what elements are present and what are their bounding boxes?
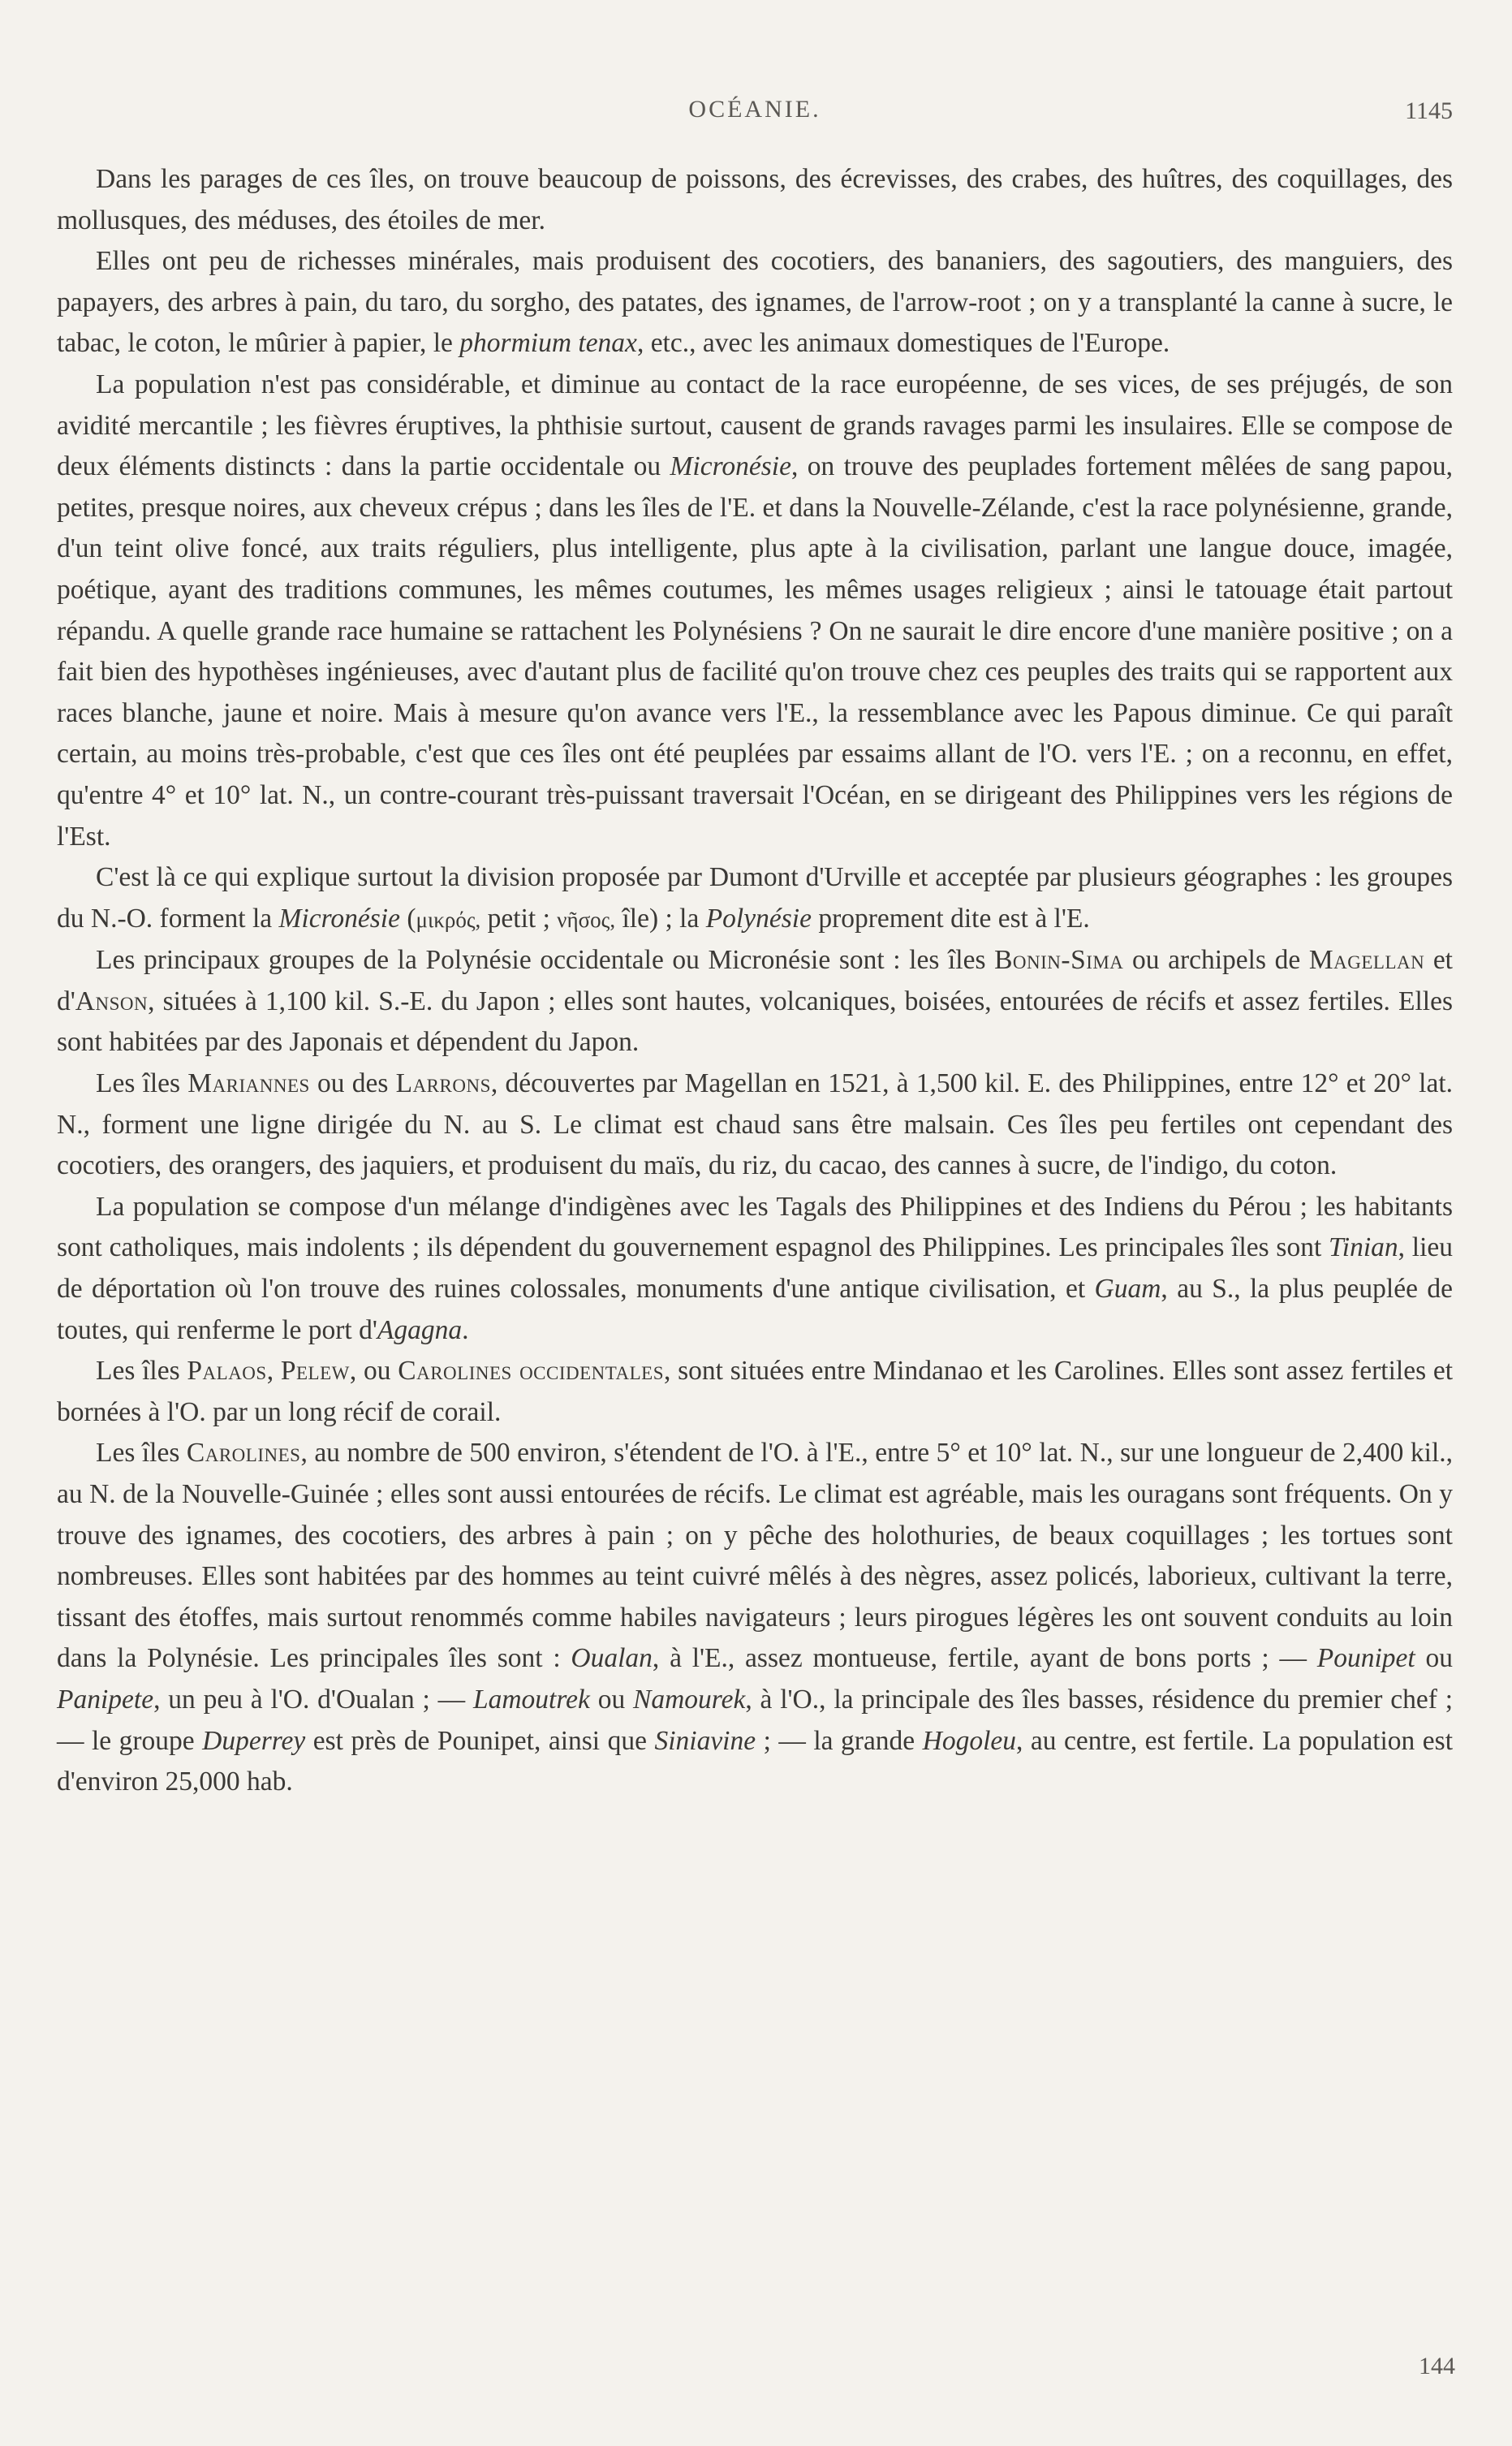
- paragraph-bonin-sima: Les principaux groupes de la Polynésie occidentale ou Micronésie sont : les îles Bonin-Sima ou archipels de Magellan et d'Anson, situées à 1,100 kil. S.-E. du Japon ; elles sont hautes, volcaniques, boisées, entourées de récifs et assez fertiles. Elles sont habitées par des Japonais et dépendent du Japon.: [57, 945, 1453, 1058]
- paragraph-division: C'est là ce qui explique surtout la division proposée par Dumont d'Urville et acceptée par plusieurs géographes : les groupes du N.-O. forment la Micronésie (μικρός, petit ; νῆσος, île) ; la Polynésie proprement dite est à l'E.: [57, 862, 1453, 934]
- smallcaps-name: Palaos: [187, 1356, 267, 1387]
- smallcaps-name: Carolines occidentales: [398, 1356, 664, 1387]
- running-title: OCÉANIE.: [688, 96, 821, 123]
- italic-term: Polynésie: [705, 903, 812, 934]
- italic-term: Siniavine: [654, 1725, 756, 1756]
- italic-term: Micronésie: [278, 903, 400, 934]
- italic-term: Micronésie: [670, 451, 791, 482]
- italic-term: Namourek: [633, 1684, 746, 1715]
- italic-term: Guam: [1094, 1274, 1161, 1305]
- smallcaps-name: Mariannes: [187, 1068, 310, 1099]
- italic-term: Tinian: [1329, 1232, 1398, 1263]
- paragraph-resources: Elles ont peu de richesses minérales, mais produisent des cocotiers, des bananiers, des sagoutiers, des manguiers, des papayers, des arbres à pain, du taro, du sorgho, des patates, des ignames, de l'arrow-root ; on y a transplanté la canne à sucre, le tabac, le coton, le mûrier à papier, le phormium tenax, etc., avec les animaux domestiques de l'Europe.: [57, 246, 1453, 359]
- smallcaps-name: Pelew: [280, 1356, 350, 1387]
- greek-word: νῆσος,: [557, 907, 616, 932]
- page-header: [57, 96, 1453, 132]
- italic-term: Oualan: [571, 1643, 653, 1674]
- paragraph-marine-life: Dans les parages de ces îles, on trouve beaucoup de poissons, des écrevisses, des crabes, des huîtres, des coquillages, des mollusques, des méduses, des étoiles de mer.: [57, 164, 1453, 235]
- italic-term: Pounipet: [1316, 1643, 1415, 1674]
- paragraph-population: La population n'est pas considérable, et diminue au contact de la race européenne, de ses vices, de ses préjugés, de son avidité mercantile ; les fièvres éruptives, la phthisie surtout, causent de grands ravages parmi les insulaires. Elle se compose de deux éléments distincts : dans la partie occidentale ou Micronésie, on trouve des peuplades fortement mêlées de sang papou, petites, presque noires, aux cheveux crépus ; dans les îles de l'E. et dans la Nouvelle-Zélande, c'est la race polynésienne, grande, d'un teint olive foncé, aux traits réguliers, plus intelligente, plus apte à la civilisation, parlant une langue douce, imagée, poétique, ayant des traditions communes, les mêmes coutumes, les mêmes usages religieux ; ainsi le tatouage était partout répandu. A quelle grande race humaine se rattachent les Polynésiens ? On ne saurait le dire encore d'une manière positive ; on a fait bien des hypothèses ingénieuses, avec d'autant plus de facilité qu'on trouve chez ces peuples des traits qui se rapportent aux races blanche, jaune et noire. Mais à mesure qu'on avance vers l'E., la ressemblance avec les Papous diminue. Ce qui paraît certain, au moins très-probable, c'est que ces îles ont été peuplées par essaims allant de l'O. vers l'E. ; on a reconnu, en effet, qu'entre 4° et 10° lat. N., un contre-courant très-puissant traversait l'Océan, en se dirigeant des Philippines vers les régions de l'Est.: [57, 369, 1453, 852]
- italic-term: phormium tenax: [459, 328, 637, 359]
- smallcaps-name: Magellan: [1308, 945, 1425, 976]
- paragraph-mariannes: Les îles Mariannes ou des Larrons, découvertes par Magellan en 1521, à 1,500 kil. E. des Philippines, entre 12° et 20° lat. N., forment une ligne dirigée du N. au S. Le climat est chaud sans être malsain. Ces îles peu fertiles ont cependant des cocotiers, des orangers, des jaquiers, et produisent du maïs, du riz, du cacao, des cannes à sucre, de l'indigo, du coton.: [57, 1068, 1454, 1181]
- smallcaps-name: Carolines: [186, 1438, 301, 1469]
- page-number: 1145: [1405, 97, 1453, 124]
- paragraph-palaos: Les îles Palaos, Pelew, ou Carolines occidentales, sont situées entre Mindanao et les Carolines. Elles sont assez fertiles et bornées à l'O. par un long récif de corail.: [57, 1356, 1454, 1427]
- signature-mark: 144: [1419, 2353, 1455, 2379]
- body-text: [57, 159, 1453, 1803]
- smallcaps-name: Larrons: [395, 1068, 491, 1099]
- italic-term: Panipete: [57, 1684, 154, 1715]
- italic-term: Lamoutrek: [472, 1684, 590, 1715]
- paragraph-mariannes-population: La population se compose d'un mélange d'indigènes avec les Tagals des Philippines et des Indiens du Pérou ; les habitants sont catholiques, mais indolents ; ils dépendent du gouvernement espagnol des Philippines. Les principales îles sont Tinian, lieu de déportation où l'on trouve des ruines colossales, monuments d'une antique civilisation, et Guam, au S., la plus peuplée de toutes, qui renferme le port d'Agagna.: [57, 1191, 1454, 1345]
- italic-term: Duperrey: [202, 1725, 306, 1756]
- smallcaps-name: Anson: [75, 986, 149, 1016]
- italic-term: Hogoleu: [922, 1725, 1017, 1756]
- paragraph-carolines: Les îles Carolines, au nombre de 500 environ, s'étendent de l'O. à l'E., entre 5° et 10° lat. N., sur une longueur de 2,400 kil., au N. de la Nouvelle-Guinée ; elles sont aussi entourées de récifs. Le climat est agréable, mais les ouragans sont fréquents. On y trouve des ignames, des cocotiers, des arbres à pain ; on y pêche des holothuries, de beaux coquillages ; les tortues sont nombreuses. Elles sont habitées par des hommes au teint cuivré mêlés à des nègres, assez policés, laborieux, cultivant la terre, tissant des étoffes, mais surtout renommés comme habiles navigateurs ; leurs pirogues légères les ont souvent conduits au loin dans la Polynésie. Les principales îles sont : Oualan, à l'E., assez montueuse, fertile, ayant de bons ports ; — Pounipet ou Panipete, un peu à l'O. d'Oualan ; — Lamoutrek ou Namourek, à l'O., la principale des îles basses, résidence du premier chef ; — le groupe Duperrey est près de Pounipet, ainsi que Siniavine ; — la grande Hogoleu, au centre, est fertile. La population est d'environ 25,000 hab.: [57, 1438, 1454, 1797]
- italic-term: Agagna: [377, 1314, 463, 1345]
- smallcaps-name: Bonin-Sima: [994, 945, 1124, 976]
- greek-word: μικρός,: [416, 907, 481, 932]
